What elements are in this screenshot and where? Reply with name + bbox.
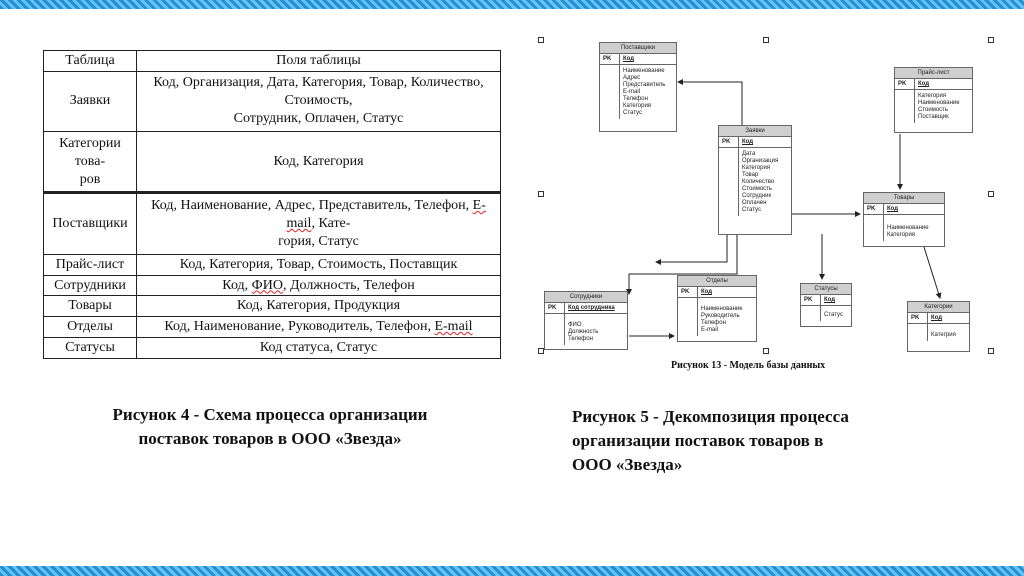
fields-text-part: Код,	[222, 277, 252, 293]
pk-label: PK	[678, 287, 698, 297]
fields-text-spellcheck: E-mail	[434, 319, 473, 335]
entity-field: Категория	[623, 103, 652, 109]
entity-field: Категрия	[931, 332, 956, 338]
link-orders-suppliers	[678, 82, 742, 125]
fields-text: Код, Организация, Дата, Категория, Товар, Количество, Стоимость,	[153, 75, 484, 109]
row-name-cell: Прайс-лист	[44, 254, 137, 275]
fields-text-part: Код, Наименование, Руководитель, Телефон,	[164, 319, 435, 335]
caption-line: организации поставок товаров в	[572, 431, 824, 450]
entity-field: ФИО	[568, 322, 582, 328]
entity-field: Количество	[742, 179, 775, 185]
entity-field: Телефон	[623, 96, 648, 102]
entity-field: Статус	[623, 110, 642, 116]
caption-line: Рисунок 5 - Декомпозиция процесса	[572, 407, 849, 426]
row-name-cell: Поставщики	[44, 193, 137, 254]
entity-key: Код	[931, 315, 943, 321]
table-row	[44, 71, 501, 131]
link-goods-categories	[924, 247, 940, 298]
pk-label: PK	[908, 313, 928, 323]
table-row	[44, 132, 501, 193]
entity-field: Телефон	[568, 336, 593, 342]
entity-key: Код	[742, 139, 754, 145]
pk-label: PK	[545, 303, 565, 313]
row-fields-cell: Код, Категория	[137, 132, 501, 193]
entity-field: Адрес	[623, 75, 641, 81]
row-fields-cell: Код, Категория, Товар, Стоимость, Поставщик	[137, 254, 501, 275]
row-fields-cell	[137, 193, 501, 254]
entity-key: Код	[918, 81, 930, 87]
entity-key: Код	[824, 297, 836, 303]
pk-label: PK	[864, 204, 884, 214]
entity-field: Представитель	[623, 82, 666, 88]
row-fields-cell	[137, 71, 501, 131]
pk-label: PK	[600, 54, 620, 64]
entity-field: Сотрудник	[742, 193, 772, 199]
entity-title: Товары	[864, 193, 944, 204]
header-cell-fields: Поля таблицы	[137, 51, 501, 72]
entity-field: Наименование	[918, 100, 960, 106]
entity-title: Статусы	[801, 284, 851, 295]
entity-title: Отделы	[678, 276, 756, 287]
entity-suppliers	[599, 42, 677, 132]
fields-text-spellcheck: E-mail	[286, 198, 486, 232]
caption-line: Рисунок 4 - Схема процесса организации	[112, 405, 428, 424]
entity-field: Наименование	[701, 306, 743, 312]
header-cell-table: Таблица	[44, 51, 137, 72]
fields-text-part: Код, Наименование, Адрес, Представитель, Телефон,	[151, 198, 473, 214]
pk-label: PK	[719, 137, 739, 147]
figure-caption-left	[60, 403, 480, 451]
entity-departments	[677, 275, 757, 342]
entity-key: Код	[701, 289, 713, 295]
pk-label: PK	[801, 295, 821, 305]
caption-line: поставок товаров в ООО «Звезда»	[138, 429, 402, 448]
name-text: Категории това-	[59, 135, 121, 169]
entity-title: Заявки	[719, 126, 791, 137]
entity-categories	[907, 301, 970, 352]
table-row	[44, 317, 501, 338]
entity-field: Категория	[918, 93, 947, 99]
row-name-cell: Сотрудники	[44, 275, 137, 296]
fields-text: Сотрудник, Оплачен, Статус	[233, 111, 404, 127]
table-row	[44, 296, 501, 317]
pk-label: PK	[895, 79, 915, 89]
entity-field: Организация	[742, 158, 779, 164]
row-name-cell	[44, 132, 137, 193]
database-model-diagram[interactable]	[527, 34, 994, 374]
entity-field: E-mail	[623, 89, 641, 95]
diagram-caption: Рисунок 13 - Модель базы данных	[671, 360, 826, 371]
entity-field: Категория	[742, 165, 771, 171]
entity-employees	[544, 291, 628, 350]
entity-statuses	[800, 283, 852, 327]
entity-field: Товар	[742, 172, 759, 178]
entity-field: Оплачен	[742, 200, 767, 206]
table-row	[44, 254, 501, 275]
entity-title: Поставщики	[600, 43, 676, 54]
entity-field: Стоимость	[742, 186, 773, 192]
entity-field: Наименование	[623, 68, 665, 74]
row-name-cell: Заявки	[44, 71, 137, 131]
entity-field: Наименование	[887, 225, 929, 231]
entity-goods	[863, 192, 945, 247]
row-name-cell: Отделы	[44, 317, 137, 338]
entity-field: Стоимость	[918, 107, 949, 113]
entity-key: Код	[887, 206, 899, 212]
fields-text: гория, Статус	[278, 234, 359, 250]
fields-text-part: , Должность, Телефон	[282, 277, 415, 293]
row-name-cell: Статусы	[44, 338, 137, 359]
table-row	[44, 193, 501, 254]
table-row	[44, 338, 501, 359]
entity-pricelist	[894, 67, 973, 133]
figure-caption-right	[572, 405, 952, 477]
table-header-row	[44, 51, 501, 72]
entity-field: Статус	[742, 207, 761, 213]
top-decorative-stripe	[0, 0, 1024, 9]
entity-field: Категория	[887, 232, 916, 238]
row-fields-cell: Код, Категория, Продукция	[137, 296, 501, 317]
entity-title: Прайс-лист	[895, 68, 972, 79]
caption-line: ООО «Звезда»	[572, 455, 683, 474]
row-name-cell: Товары	[44, 296, 137, 317]
table-row	[44, 275, 501, 296]
entity-orders	[718, 125, 792, 235]
fields-table	[43, 50, 501, 359]
fields-text-part: , Кате-	[311, 216, 351, 232]
entity-field: Телефон	[701, 320, 726, 326]
entity-field: Должность	[568, 329, 599, 335]
entity-field: Статус	[824, 312, 843, 318]
entity-title: Сотрудники	[545, 292, 627, 303]
entity-field: Дата	[742, 151, 756, 157]
fields-text-spellcheck: ФИО	[251, 277, 283, 293]
entity-title: Категории	[908, 302, 969, 313]
entity-field: Поставщик	[918, 114, 949, 120]
row-fields-cell	[137, 275, 501, 296]
entity-key: Код сотрудника	[568, 305, 615, 311]
entity-key: Код	[623, 56, 635, 62]
row-fields-cell	[137, 317, 501, 338]
entity-field: Руководитель	[701, 313, 740, 319]
fields-text	[140, 197, 497, 233]
row-fields-cell: Код статуса, Статус	[137, 338, 501, 359]
entity-field: E-mail	[701, 327, 719, 333]
name-text: ров	[79, 171, 101, 187]
bottom-decorative-stripe	[0, 566, 1024, 576]
link-orders-departments	[656, 234, 727, 262]
